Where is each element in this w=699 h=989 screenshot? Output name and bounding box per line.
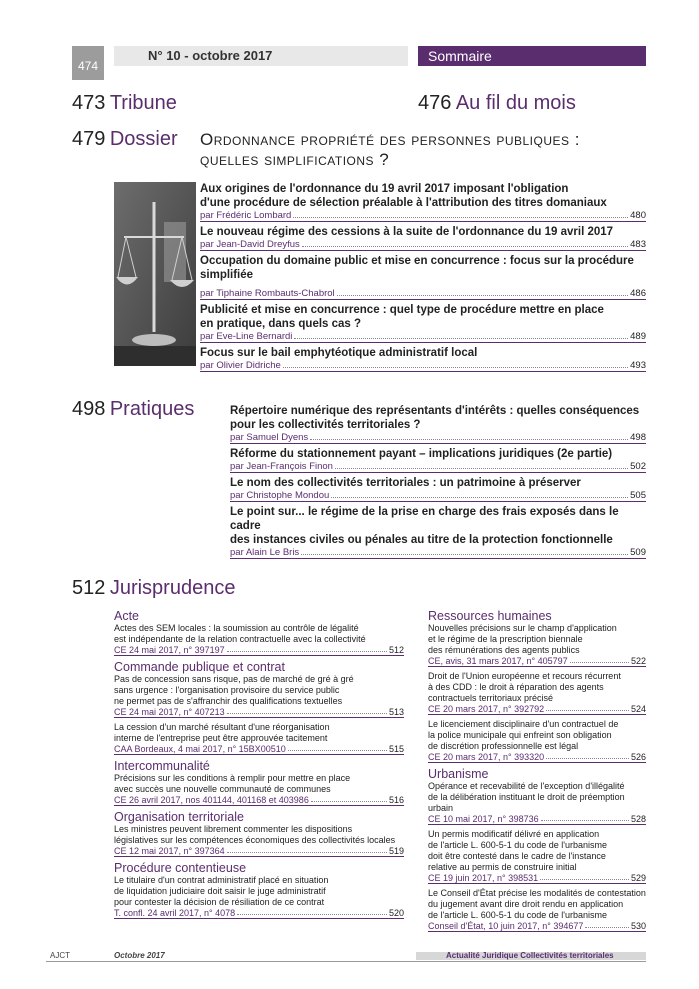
dossier-article[interactable] <box>200 346 646 372</box>
jurisprudence-entry-text: de l'article L. 600-5-1 du code de l'urbanisme <box>428 840 608 850</box>
jurisprudence-entry-text: ne permet pas de s'affranchir des qualifications textuelles <box>114 696 343 706</box>
jurisprudence-entry-reference: CE 10 mai 2017, n° 398736 <box>428 814 539 824</box>
jurisprudence-entry-text: Actes des SEM locales : la soumission au contrôle de légalité <box>114 623 359 633</box>
jurisprudence-entry-page: 528 <box>630 814 646 824</box>
jurisprudence-entry-page: 512 <box>388 645 404 655</box>
article-page: 498 <box>630 432 646 443</box>
jurisprudence-entry[interactable] <box>428 829 646 884</box>
jurisprudence-entry-text: urbain <box>428 803 454 813</box>
jurisprudence-entry-text: de la délibération instituant le droit de préemption <box>428 792 625 802</box>
article-title: d'une procédure de sélection préalable à l'attribution des titres domaniaux <box>200 197 607 209</box>
dossier-title-line1: Ordonnance propriété des personnes publiques : <box>200 130 580 149</box>
article-author: par Jean-François Finon <box>230 461 333 472</box>
article-author: par Christophe Mondou <box>230 490 330 501</box>
jurisprudence-entry-reference: T. confl. 24 avril 2017, n° 4078 <box>114 908 236 918</box>
article-page: 489 <box>630 331 646 342</box>
article-title: en pratique, dans quels cas ? <box>200 318 362 330</box>
article-page: 509 <box>630 547 646 558</box>
jurisprudence-category-heading: Organisation territoriale <box>114 810 244 824</box>
jurisprudence-entry[interactable] <box>114 722 404 755</box>
jurisprudence-entry-text: Opérance et recevabilité de l'exception d'illégalité <box>428 781 625 791</box>
article-page: 502 <box>630 461 646 472</box>
jurisprudence-entry-reference: CAA Bordeaux, 4 mai 2017, n° 15BX00510 <box>114 744 286 754</box>
jurisprudence-entry-reference: CE 12 mai 2017, n° 397364 <box>114 846 225 856</box>
dossier-article[interactable] <box>200 182 646 222</box>
jurisprudence-entry-page: 526 <box>630 752 646 762</box>
justice-scales-image <box>114 182 196 366</box>
jurisprudence-entry-text: législatives sur les compétences économiques des collectivités locales <box>114 835 396 845</box>
jurisprudence-entry-reference: CE 19 juin 2017, n° 398531 <box>428 873 539 883</box>
article-title: Répertoire numérique des représentants d'intérêts : quelles conséquences <box>230 405 640 417</box>
jurisprudence-category-heading: Acte <box>114 609 140 623</box>
jurisprudence-entry-reference: CE 20 mars 2017, n° 393320 <box>428 752 545 762</box>
jurisprudence-entry[interactable] <box>428 888 646 932</box>
section-title: Jurisprudence <box>109 577 236 599</box>
jurisprudence-entry-text: Précisions sur les conditions à remplir pour mettre en place <box>114 773 351 783</box>
jurisprudence-entry-text: de liquidation judiciaire doit saisir le juge administratif <box>114 886 326 896</box>
section-number: 473 <box>72 92 106 114</box>
jurisprudence-entry-text: Nouvelles précisions sur le champ d'application <box>428 623 617 633</box>
section-title: Au fil du mois <box>455 92 576 114</box>
article-title: Aux origines de l'ordonnance du 19 avril 2017 imposant l'obligation <box>200 183 569 195</box>
article-title: Le point sur... le régime de la prise en charge des frais exposés dans le cadre <box>230 506 619 532</box>
article-author: par Tiphaine Rombauts-Chabrol <box>200 288 335 299</box>
dossier-title-line2: quelles simplifications ? <box>200 150 390 169</box>
jurisprudence-entry-page: 524 <box>630 704 646 714</box>
article-title: simplifiée <box>200 269 254 281</box>
article-author: par Samuel Dyens <box>230 432 309 443</box>
jurisprudence-entry-text: Les ministres peuvent librement commenter les dispositions <box>114 824 353 834</box>
section-dossier[interactable] <box>72 128 178 151</box>
jurisprudence-entry-page: 516 <box>388 795 404 805</box>
jurisprudence-entry-reference: CE, avis, 31 mars 2017, n° 405797 <box>428 656 568 666</box>
jurisprudence-entry-page: 515 <box>388 744 404 754</box>
jurisprudence-entry-text: pour contester la décision de résiliation de ce contrat <box>114 897 325 907</box>
article-page: 480 <box>630 210 646 221</box>
article-author: par Olivier Didriche <box>200 360 281 371</box>
article-author: par Frédéric Lombard <box>200 210 292 221</box>
jurisprudence-entry-text: avec succès une nouvelle communauté de communes <box>114 784 331 794</box>
jurisprudence-entry-text: Droit de l'Union européenne et recours récurrent <box>428 671 621 681</box>
article-author: par Eve-Line Bernardi <box>200 331 293 342</box>
article-title: Publicité et mise en concurrence : quel type de procédure mettre en place <box>200 304 604 316</box>
footer-journal-title: Actualité Juridique Collectivités territoriales <box>446 951 614 960</box>
section-number: 476 <box>418 92 452 114</box>
page-number: 474 <box>77 59 99 73</box>
jurisprudence-entry-reference: CE 26 avril 2017, nos 401144, 401168 et 403986 <box>114 795 309 805</box>
issue-label: N° 10 - octobre 2017 <box>148 48 273 63</box>
jurisprudence-entry-page: 522 <box>630 656 646 666</box>
jurisprudence-entry-text: interne de l'entreprise peut être approuvée tacitement <box>114 733 328 743</box>
article-title: pour les collectivités territoriales ? <box>230 419 421 431</box>
article-page: 486 <box>630 288 646 299</box>
jurisprudence-entry-text: Un permis modificatif délivré en application <box>428 829 600 839</box>
jurisprudence-entry-text: Le titulaire d'un contrat administratif placé en situation <box>114 875 329 885</box>
jurisprudence-entry-text: la police municipale qui enfreint son obligation <box>428 730 612 740</box>
pratiques-article[interactable] <box>230 447 646 473</box>
jurisprudence-category-heading: Urbanisme <box>428 767 489 781</box>
jurisprudence-entry[interactable] <box>428 719 646 763</box>
jurisprudence-entry-text: La cession d'un marché résultant d'une réorganisation <box>114 722 330 732</box>
jurisprudence-entry[interactable] <box>428 781 646 825</box>
pratiques-article[interactable] <box>230 476 646 502</box>
dossier-article[interactable] <box>200 254 646 300</box>
jurisprudence-entry-text: de l'article L. 600-5-1 du code de l'urbanisme <box>428 910 608 920</box>
article-author: par Jean-David Dreyfus <box>200 239 300 250</box>
article-title: Occupation du domaine public et mise en concurrence : focus sur la procédure <box>200 255 634 267</box>
footer-date: Octobre 2017 <box>114 951 165 960</box>
jurisprudence-entry-text: du jugement avant dire droit rendu en application <box>428 899 624 909</box>
jurisprudence-entry-text: et le régime de la prescription biennale <box>428 634 583 644</box>
jurisprudence-entry-text: Pas de concession sans risque, pas de marché de gré à gré <box>114 674 354 684</box>
jurisprudence-left-column <box>114 609 404 923</box>
section-title: Pratiques <box>109 398 195 420</box>
jurisprudence-entry-text: relative au permis de construire initial <box>428 862 577 872</box>
jurisprudence-entry-reference: Conseil d'État, 10 juin 2017, n° 394677 <box>428 921 584 931</box>
jurisprudence-entry-page: 520 <box>388 908 404 918</box>
jurisprudence-category-heading: Intercommunalité <box>114 759 210 773</box>
jurisprudence-entry-text: sans urgence : l'organisation provisoire du service public <box>114 685 340 695</box>
dossier-article[interactable] <box>200 303 646 343</box>
article-title: Le nouveau régime des cessions à la suite de l'ordonnance du 19 avril 2017 <box>200 226 614 238</box>
section-number: 498 <box>72 398 106 420</box>
article-title: Le nom des collectivités territoriales : un patrimoine à préserver <box>230 477 581 489</box>
jurisprudence-entry-page: 529 <box>630 873 646 883</box>
article-page: 505 <box>630 490 646 501</box>
dossier-article-list <box>200 182 646 372</box>
jurisprudence-entry[interactable] <box>114 674 404 718</box>
jurisprudence-entry[interactable] <box>114 875 404 919</box>
article-page: 493 <box>630 360 646 371</box>
jurisprudence-entry-page: 530 <box>630 921 646 931</box>
jurisprudence-entry[interactable] <box>114 773 404 806</box>
jurisprudence-entry-text: contractuels territoriaux précisé <box>428 693 554 703</box>
jurisprudence-category-heading: Ressources humaines <box>428 609 552 623</box>
section-pratiques[interactable] <box>72 398 194 421</box>
jurisprudence-entry-text: doit être contesté dans le cadre de l'instance <box>428 851 606 861</box>
article-title: des instances civiles ou pénales au titre de la protection fonctionnelle <box>230 534 613 546</box>
pratiques-article-list <box>230 404 646 559</box>
jurisprudence-entry[interactable] <box>114 824 404 857</box>
jurisprudence-entry-text: de discrétion professionnelle est légal <box>428 741 579 751</box>
article-title: Focus sur le bail emphytéotique administratif local <box>200 347 478 359</box>
article-page: 483 <box>630 239 646 250</box>
section-number: 479 <box>72 128 106 150</box>
dossier-article[interactable] <box>200 225 646 251</box>
jurisprudence-entry-page: 513 <box>388 707 404 717</box>
section-title: Tribune <box>109 92 177 114</box>
footer-rule <box>46 961 646 962</box>
article-author: par Alain Le Bris <box>230 547 300 558</box>
section-number: 512 <box>72 577 106 599</box>
article-title: Réforme du stationnement payant – implications juridiques (2e partie) <box>230 448 613 460</box>
section-title: Dossier <box>109 128 178 150</box>
jurisprudence-entry-reference: CE 20 mars 2017, n° 392792 <box>428 704 545 714</box>
jurisprudence-entry-text: des rémunérations des agents publics <box>428 645 580 655</box>
jurisprudence-entry-reference: CE 24 mai 2017, n° 407213 <box>114 707 225 717</box>
jurisprudence-entry[interactable] <box>428 623 646 667</box>
jurisprudence-entry-text: Le licenciement disciplinaire d'un contractuel de <box>428 719 619 729</box>
section-jurisprudence[interactable] <box>72 577 235 600</box>
pratiques-article[interactable] <box>230 404 646 444</box>
jurisprudence-entry[interactable] <box>114 623 404 656</box>
pratiques-article[interactable] <box>230 505 646 559</box>
jurisprudence-category-heading: Commande publique et contrat <box>114 660 285 674</box>
jurisprudence-entry[interactable] <box>428 671 646 715</box>
jurisprudence-entry-text: à des CDD : le droit à réparation des agents <box>428 682 604 692</box>
section-label: Sommaire <box>418 46 646 66</box>
jurisprudence-right-column <box>428 609 646 936</box>
section-tribune[interactable] <box>72 92 177 115</box>
jurisprudence-category-heading: Procédure contentieuse <box>114 861 247 875</box>
footer-journal: AJCT <box>50 951 70 960</box>
jurisprudence-entry-text: est indépendante de la relation contractuelle avec la collectivité <box>114 634 366 644</box>
section-au-fil-du-mois[interactable] <box>418 92 576 115</box>
jurisprudence-entry-reference: CE 24 mai 2017, n° 397197 <box>114 645 225 655</box>
page-number-badge <box>72 46 104 80</box>
jurisprudence-entry-text: Le Conseil d'État précise les modalités de contestation <box>428 888 646 898</box>
jurisprudence-entry-page: 519 <box>388 846 404 856</box>
